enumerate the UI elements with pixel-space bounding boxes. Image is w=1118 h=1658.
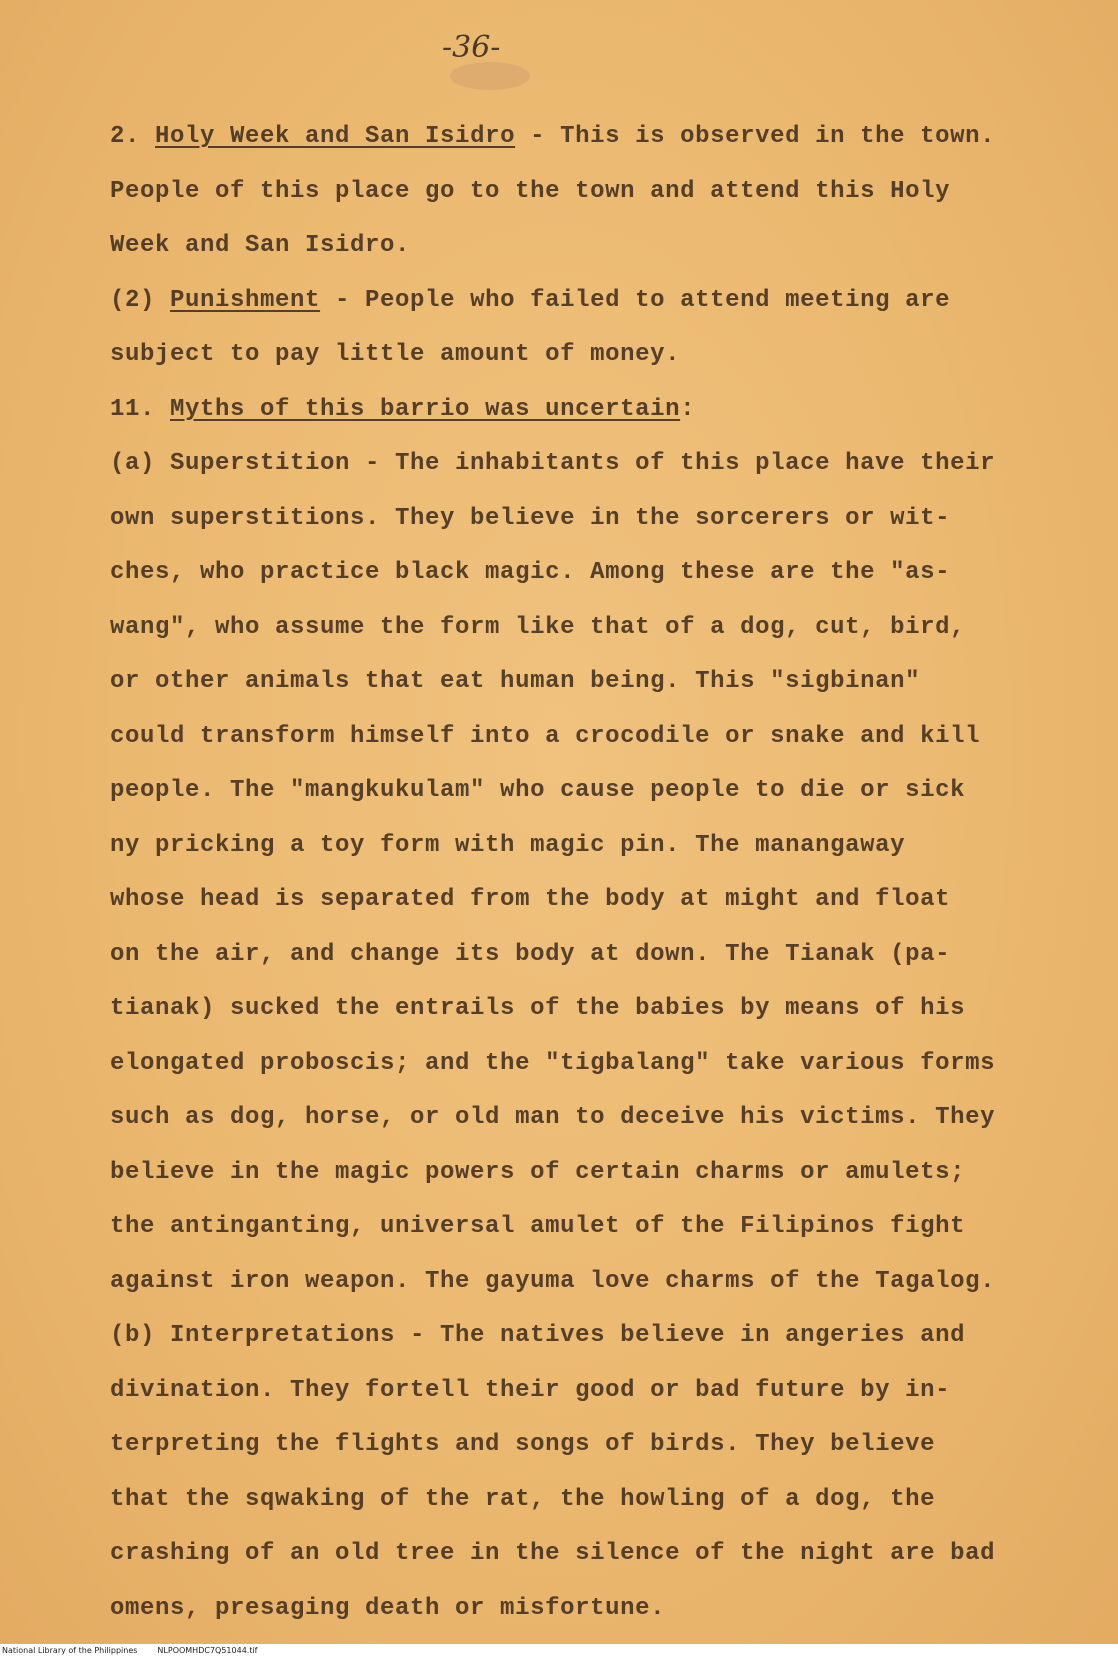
text-line: such as dog, horse, or old man to deceive his victims. They bbox=[110, 1104, 996, 1131]
text-line: could transform himself into a crocodile or snake and kill bbox=[110, 722, 981, 750]
text-line: 2. Holy Week and San Isidro - This is observed in the town. bbox=[110, 123, 996, 150]
text-line: ny pricking a toy form with magic pin. The manangaway bbox=[110, 831, 906, 859]
text-line: terpreting the flights and songs of birds. They believe bbox=[110, 1431, 936, 1458]
text-line: believe in the magic powers of certain charms or amulets; bbox=[110, 1158, 966, 1186]
text-line: (b) Interpretations - The natives believe in angeries and bbox=[110, 1322, 966, 1349]
text-line: the antinganting, universal amulet of the Filipinos fight bbox=[110, 1213, 966, 1240]
text-line: People of this place go to the town and attend this Holy bbox=[110, 177, 951, 205]
paper-stain bbox=[450, 62, 530, 90]
scan-footer bbox=[0, 1644, 1118, 1658]
heading-holy-week: Holy Week and San Isidro bbox=[155, 123, 516, 150]
text-line: divination. They fortell their good or bad future by in- bbox=[110, 1376, 951, 1404]
heading-punishment: Punishment bbox=[170, 286, 321, 314]
footer-library: National Library of the Philippines bbox=[2, 1646, 138, 1655]
text-line: whose head is separated from the body at might and float bbox=[110, 886, 951, 913]
text-line: 11. Myths of this barrio was uncertain: bbox=[110, 395, 696, 423]
text-line: (a) Superstition - The inhabitants of this place have their bbox=[110, 450, 996, 477]
document-body bbox=[110, 110, 1070, 1636]
text-line: crashing of an old tree in the silence of the night are bad bbox=[110, 1540, 996, 1567]
page-number: -36- bbox=[442, 30, 501, 65]
text-line: that the sqwaking of the rat, the howling of a dog, the bbox=[110, 1485, 936, 1513]
text-line: subject to pay little amount of money. bbox=[110, 341, 681, 368]
heading-myths: Myths of this barrio was uncertain bbox=[170, 395, 681, 423]
text-line: or other animals that eat human being. This "sigbinan" bbox=[110, 668, 921, 695]
text-line: ches, who practice black magic. Among these are the "as- bbox=[110, 559, 951, 586]
text-line: on the air, and change its body at down. The Tianak (pa- bbox=[110, 940, 951, 968]
text-line: own superstitions. They believe in the sorcerers or wit- bbox=[110, 504, 951, 532]
text-line: wang", who assume the form like that of a dog, cut, bird, bbox=[110, 613, 966, 641]
text-line: people. The "mangkukulam" who cause people to die or sick bbox=[110, 777, 966, 804]
text-line: tianak) sucked the entrails of the babies by means of his bbox=[110, 995, 966, 1022]
text-line: (2) Punishment - People who failed to attend meeting are bbox=[110, 286, 951, 314]
text-line: against iron weapon. The gayuma love charms of the Tagalog. bbox=[110, 1267, 996, 1295]
text-line: Week and San Isidro. bbox=[110, 232, 411, 259]
footer-filename: NLPOOMHDC7Q51044.tif bbox=[157, 1646, 258, 1655]
text-line: omens, presaging death or misfortune. bbox=[110, 1594, 666, 1622]
text-line: elongated proboscis; and the "tigbalang" take various forms bbox=[110, 1049, 996, 1077]
